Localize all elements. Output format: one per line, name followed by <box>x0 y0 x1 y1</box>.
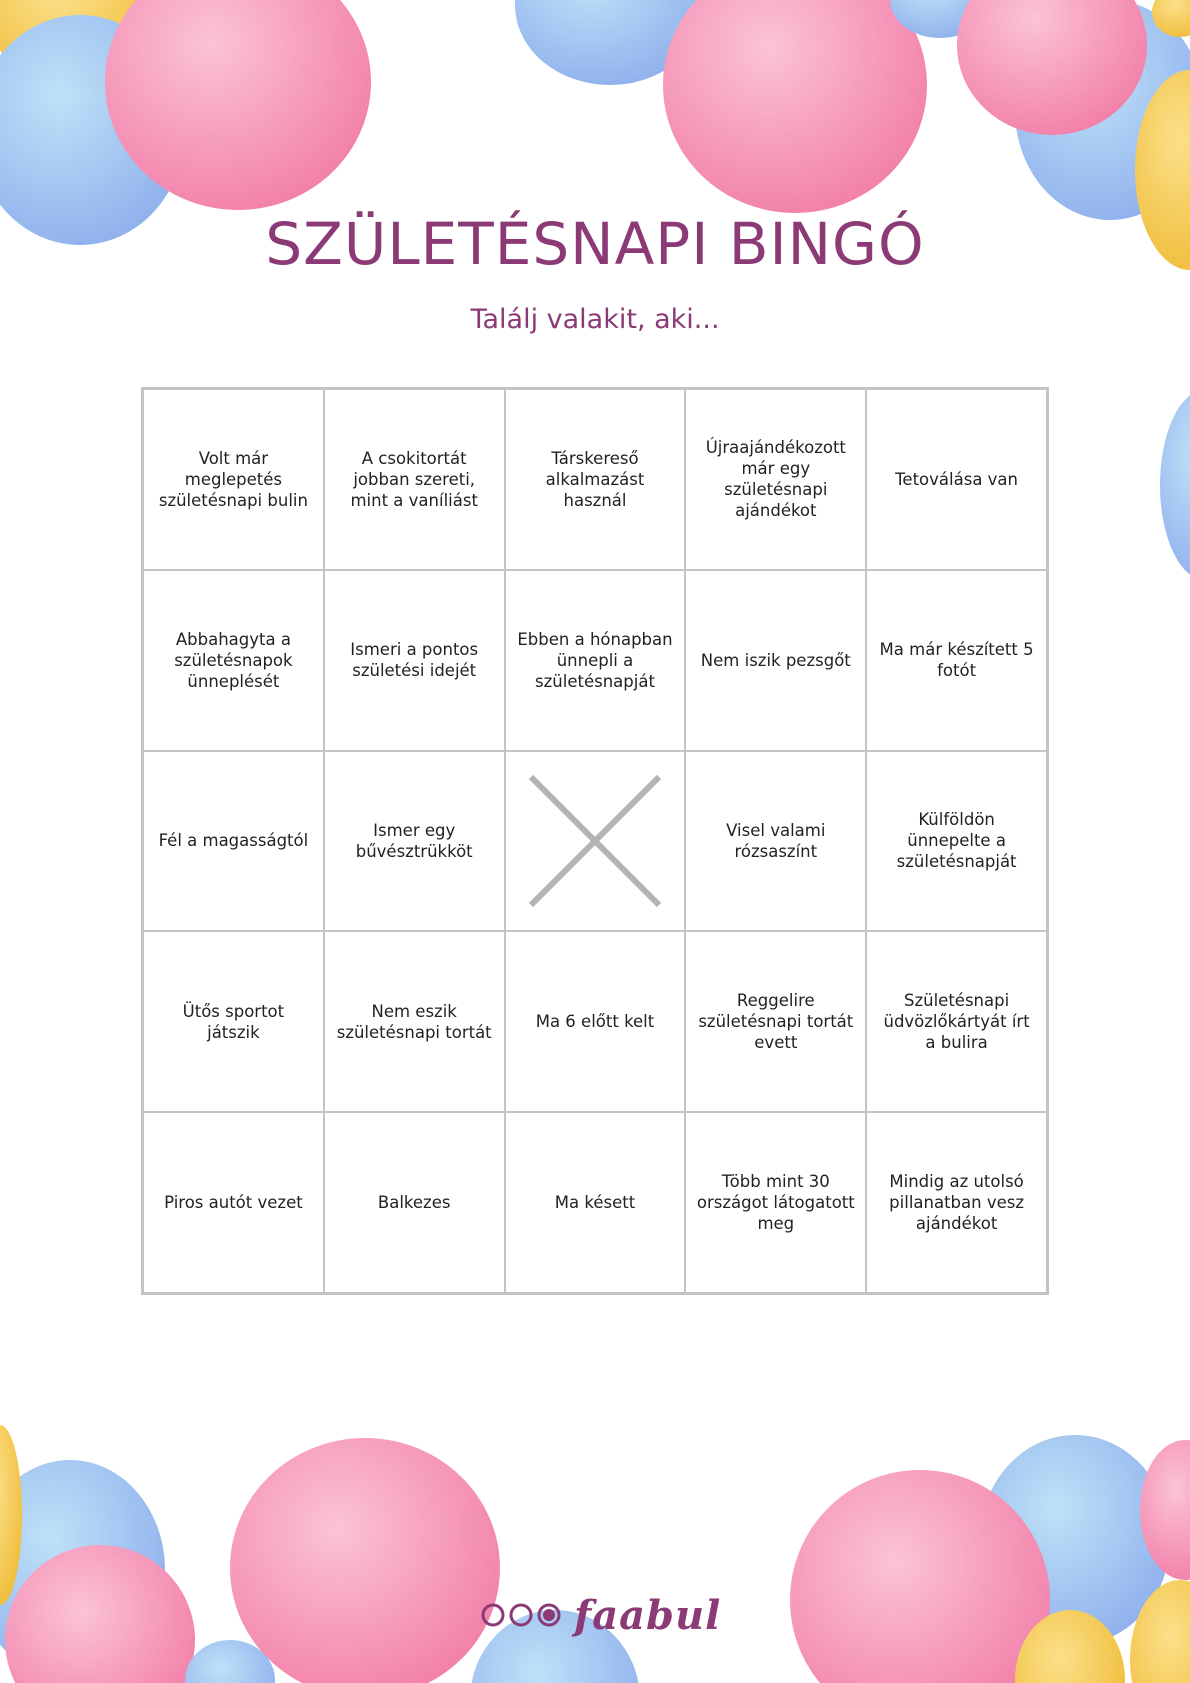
bingo-cell[interactable]: Ismer egy bűvésztrükköt <box>324 751 505 932</box>
bingo-cell[interactable]: Balkezes <box>324 1112 505 1293</box>
page-title: SZÜLETÉSNAPI BINGÓ <box>265 210 925 278</box>
free-cell[interactable] <box>505 751 686 932</box>
page-subtitle: Találj valakit, aki... <box>470 304 720 335</box>
bingo-grid <box>141 387 1049 1295</box>
bingo-cell[interactable]: Ütős sportot játszik <box>143 931 324 1112</box>
bingo-cell[interactable]: A csokitortát jobban szereti, mint a vaníliást <box>324 389 505 570</box>
bingo-cell[interactable]: Mindig az utolsó pillanatban vesz ajándékot <box>866 1112 1047 1293</box>
bingo-cell[interactable]: Nem eszik születésnapi tortát <box>324 931 505 1112</box>
faabul-logo[interactable] <box>480 1585 722 1645</box>
bingo-cell[interactable]: Fél a magasságtól <box>143 751 324 932</box>
bingo-cell[interactable]: Ma már készített 5 fotót <box>866 570 1047 751</box>
bingo-cell[interactable]: Újraajándékozott már egy születésnapi ajándékot <box>685 389 866 570</box>
bingo-cell[interactable]: Reggelire születésnapi tortát evett <box>685 931 866 1112</box>
bingo-cell[interactable]: Több mint 30 országot látogatott meg <box>685 1112 866 1293</box>
bingo-cell[interactable]: Társkereső alkalmazást használ <box>505 389 686 570</box>
bingo-cell[interactable]: Tetoválása van <box>866 389 1047 570</box>
bingo-cell[interactable]: Születésnapi üdvözlőkártyát írt a bulira <box>866 931 1047 1112</box>
three-circles-icon <box>480 1600 564 1630</box>
bingo-cell[interactable]: Piros autót vezet <box>143 1112 324 1293</box>
bingo-cell[interactable]: Volt már meglepetés születésnapi bulin <box>143 389 324 570</box>
bingo-cell[interactable]: Külföldön ünnepelte a születésnapját <box>866 751 1047 932</box>
bingo-cell[interactable]: Ebben a hónapban ünnepli a születésnapját <box>505 570 686 751</box>
bingo-cell[interactable]: Ismeri a pontos születési idejét <box>324 570 505 751</box>
logo-text: faabul <box>574 1591 722 1639</box>
bingo-cell[interactable]: Ma 6 előtt kelt <box>505 931 686 1112</box>
bingo-cell[interactable]: Nem iszik pezsgőt <box>685 570 866 751</box>
x-mark-icon <box>525 771 665 911</box>
bingo-cell[interactable]: Abbahagyta a születésnapok ünneplését <box>143 570 324 751</box>
bingo-cell[interactable]: Ma késett <box>505 1112 686 1293</box>
bingo-cell[interactable]: Visel valami rózsaszínt <box>685 751 866 932</box>
